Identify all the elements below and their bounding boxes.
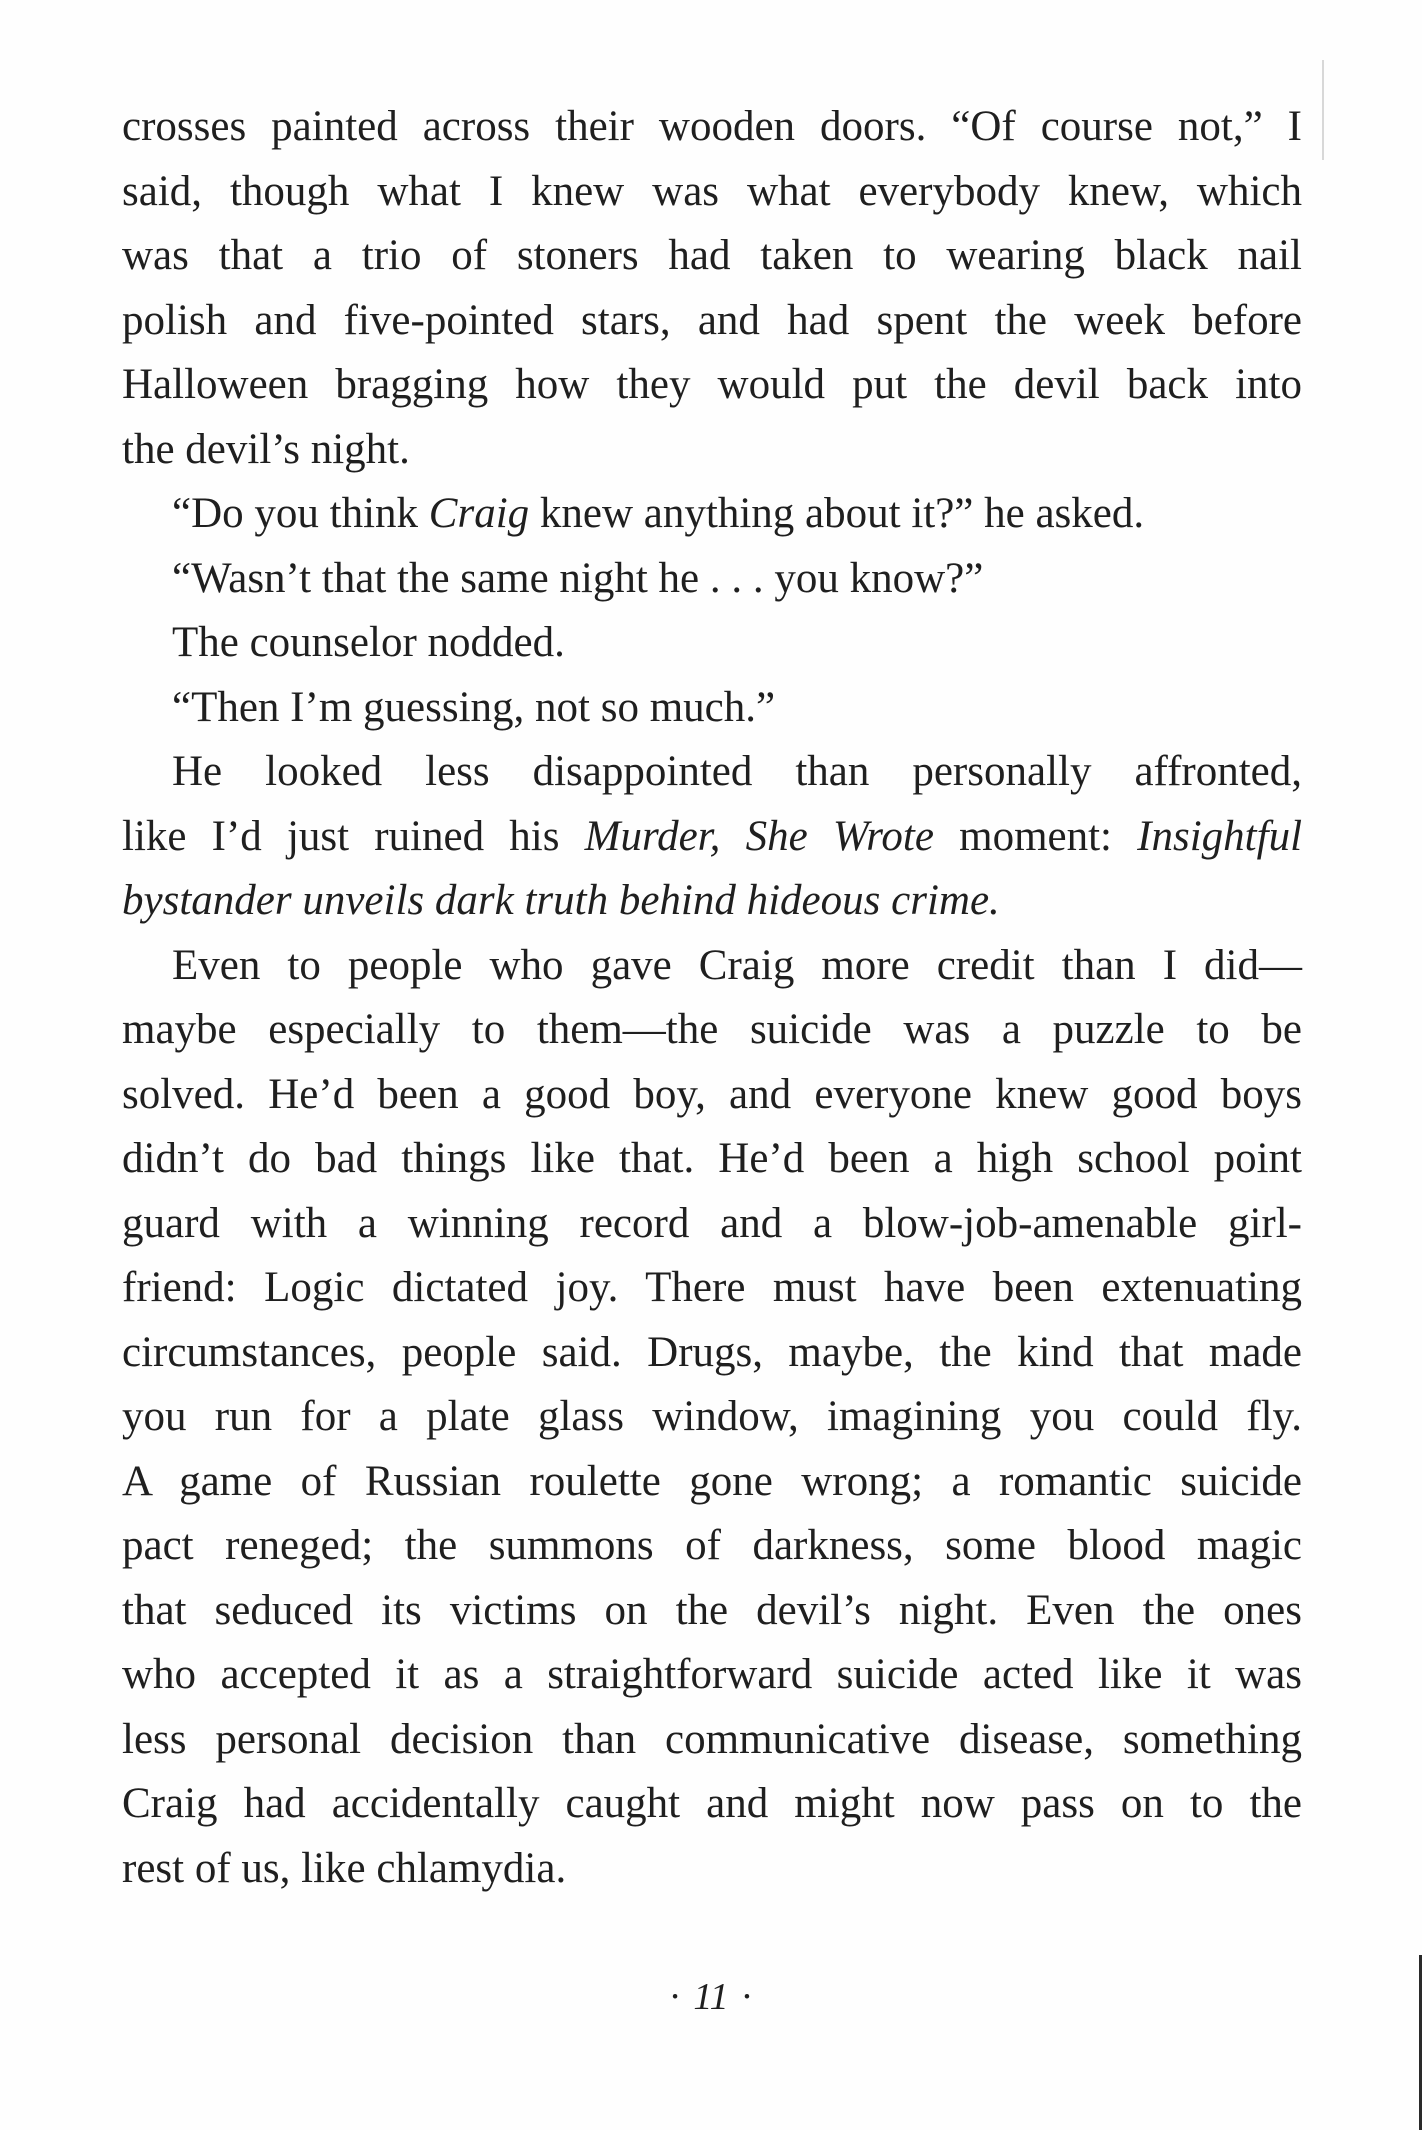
text-line: polish and five-pointed stars, and had spent the week before: [122, 296, 1302, 344]
headline-emphasis: Insightful: [1137, 812, 1303, 860]
dialogue-line: [122, 482, 1302, 547]
text-fragment: like I’d just ruined his: [122, 812, 585, 860]
text-line: friend: Logic dictated joy. There must have been extenuating: [122, 1264, 1302, 1311]
text-line: Halloween bragging how they would put the devil back into: [122, 361, 1302, 408]
dialogue-emphasis: Craig: [428, 490, 530, 537]
page-edge-mark-top: [1322, 60, 1324, 160]
text-line: was that a trio of stoners had taken to wearing black nail: [122, 232, 1302, 279]
text-line: you run for a plate glass window, imagining you could fly.: [122, 1393, 1302, 1440]
dialogue-line: The counselor nodded.: [172, 619, 565, 666]
page-number-dot: ·: [668, 1976, 682, 2018]
text-line: less personal decision than communicative disease, something: [122, 1715, 1302, 1763]
title-emphasis: Murder, She Wrote: [584, 812, 934, 860]
text-line: guard with a winning record and a blow-job-amenable girl-: [122, 1199, 1302, 1247]
text-line: circumstances, people said. Drugs, maybe, the kind that made: [122, 1328, 1302, 1376]
dialogue-text: knew anything about it?” he asked.: [529, 490, 1145, 537]
text-line: A game of Russian roulette gone wrong; a romantic suicide: [122, 1457, 1302, 1505]
text-line: said, though what I knew was what everybody knew, which: [122, 167, 1302, 215]
text-line: maybe especially to them—the suicide was a puzzle to be: [122, 1006, 1302, 1053]
text-line: who accepted it as a straightforward suicide acted like it was: [122, 1651, 1302, 1698]
headline-emphasis: bystander unveils dark truth behind hideous crime.: [122, 877, 1000, 924]
page-number: [0, 1975, 1422, 2019]
text-line: that seduced its victims on the devil’s night. Even the ones: [122, 1586, 1302, 1634]
text-line: [122, 869, 1302, 934]
page-number-dot: ·: [740, 1976, 754, 2018]
text-line: solved. He’d been a good boy, and everyone knew good boys: [122, 1070, 1302, 1118]
dialogue-line: “Then I’m guessing, not so much.”: [172, 683, 776, 731]
text-line: [122, 805, 1302, 870]
text-line: the devil’s night.: [122, 425, 410, 473]
page-number-value: 11: [693, 1976, 729, 2018]
body-text: [122, 95, 1302, 1901]
text-line: crosses painted across their wooden doors. “Of course not,” I: [122, 103, 1302, 150]
text-line: rest of us, like chlamydia.: [122, 1844, 567, 1892]
dialogue-text: “Do you think: [172, 490, 429, 537]
text-line: pact reneged; the summons of darkness, some blood magic: [122, 1522, 1302, 1569]
text-line: Craig had accidentally caught and might now pass on to the: [122, 1780, 1302, 1827]
text-fragment: moment:: [933, 812, 1138, 860]
text-line: He looked less disappointed than personally affronted,: [172, 748, 1302, 795]
text-line: didn’t do bad things like that. He’d been a high school point: [122, 1135, 1302, 1182]
text-line: Even to people who gave Craig more credit than I did—: [172, 941, 1302, 989]
dialogue-line: “Wasn’t that the same night he . . . you know?”: [172, 554, 984, 602]
